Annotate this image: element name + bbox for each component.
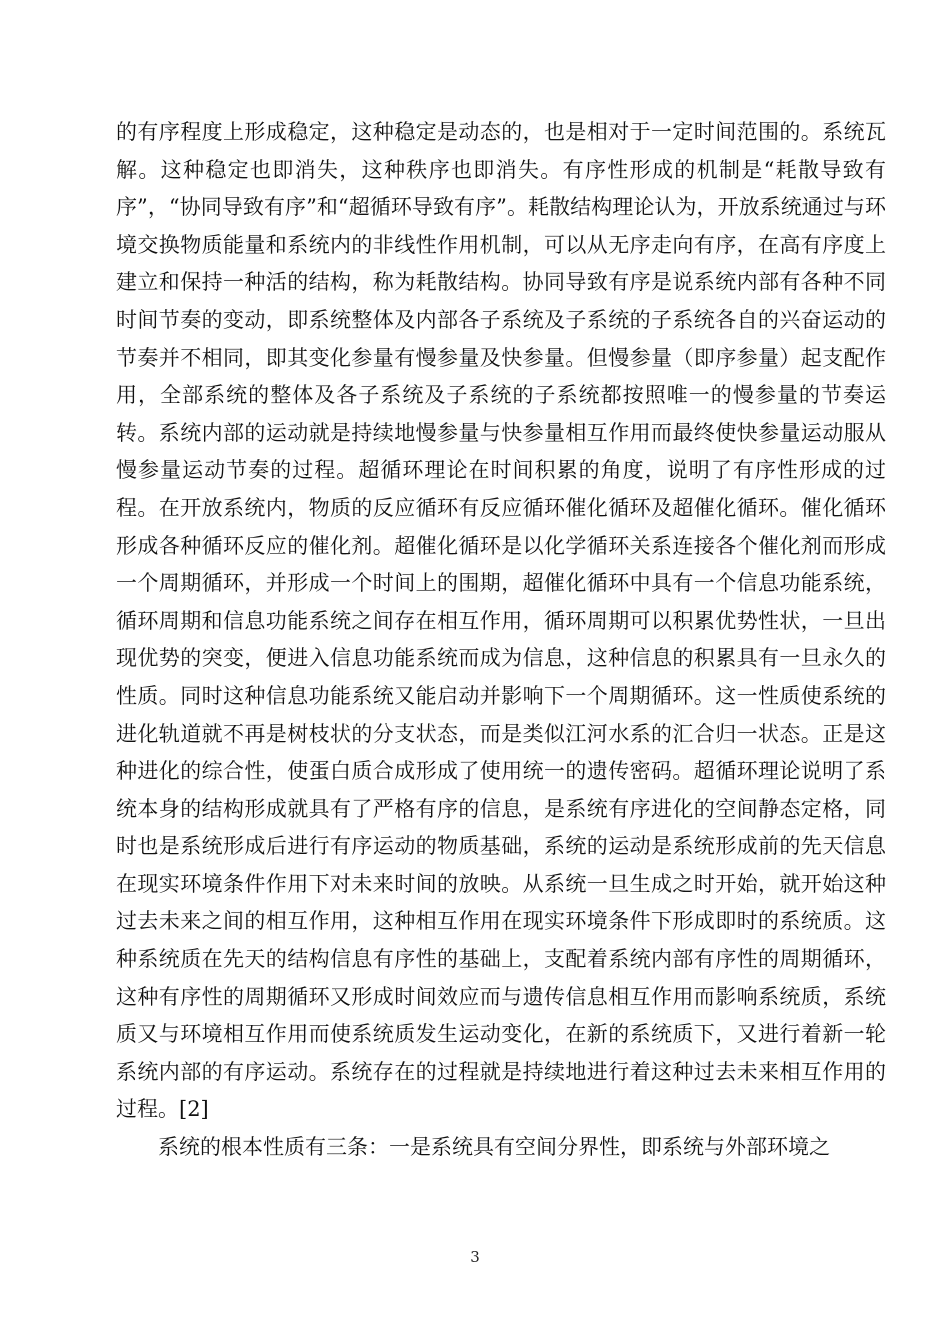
- page-number: 3: [470, 1248, 480, 1266]
- paragraph-continued: 的有序程度上形成稳定，这种稳定是动态的，也是相对于一定时间范围的。系统瓦解。这种稳定也即消失，这种秩序也即消失。有序性形成的机制是“耗散导致有序”，“协同导致有序”和“超循环导致有序”。耗散结构理论认为，开放系统通过与环境交换物质能量和系统内的非线性作用机制，可以从无序走向有序，在高有序度上建立和保持一种活的结构，称为耗散结构。协同导致有序是说系统内部有各种不同时间节奏的变动，即系统整体及内部各子系统及子系统的子系统各自的兴奋运动的节奏并不相同，即其变化参量有慢参量及快参量。但慢参量（即序参量）起支配作用，全部系统的整体及各子系统及子系统的子系统都按照唯一的慢参量的节奏运转。系统内部的运动就是持续地慢参量与快参量相互作用而最终使快参量运动服从慢参量运动节奏的过程。超循环理论在时间积累的角度，说明了有序性形成的过程。在开放系统内，物质的反应循环有反应循环催化循环及超催化循环。催化循环形成各种循环反应的催化剂。超催化循环是以化学循环关系连接各个催化剂而形成一个周期循环，并形成一个时间上的围期，超催化循环中具有一个信息功能系统，循环周期和信息功能系统之间存在相互作用，循环周期可以积累优势性状，一旦出现优势的突变，便进入信息功能系统而成为信息，这种信息的积累具有一旦永久的性质。同时这种信息功能系统又能启动并影响下一个周期循环。这一性质使系统的进化轨道就不再是树枝状的分支状态，而是类似江河水系的汇合归一状态。正是这种进化的综合性，使蛋白质合成形成了使用统一的遗传密码。超循环理论说明了系统本身的结构形成就具有了严格有序的信息，是系统有序进化的空间静态定格，同时也是系统形成后进行有序运动的物质基础，系统的运动是系统形成前的先天信息在现实环境条件作用下对未来时间的放映。从系统一旦生成之时开始，就开始这种过去未来之间的相互作用，这种相互作用在现实环境条件下形成即时的系统质。这种系统质在先天的结构信息有序性的基础上，支配着系统内部有序性的周期循环，这种有序性的周期循环又形成时间效应而与遗传信息相互作用而影响系统质，系统质又与环境相互作用而使系统质发生运动变化，在新的系统质下，又进行着新一轮系统内部的有序运动。系统存在的过程就是持续地进行着这种过去未来相互作用的过程。[2]: [116, 120, 886, 1122]
- body-text: [116, 114, 886, 1167]
- paragraph-system-properties: 系统的根本性质有三条：一是系统具有空间分界性，即系统与外部环境之: [158, 1135, 830, 1160]
